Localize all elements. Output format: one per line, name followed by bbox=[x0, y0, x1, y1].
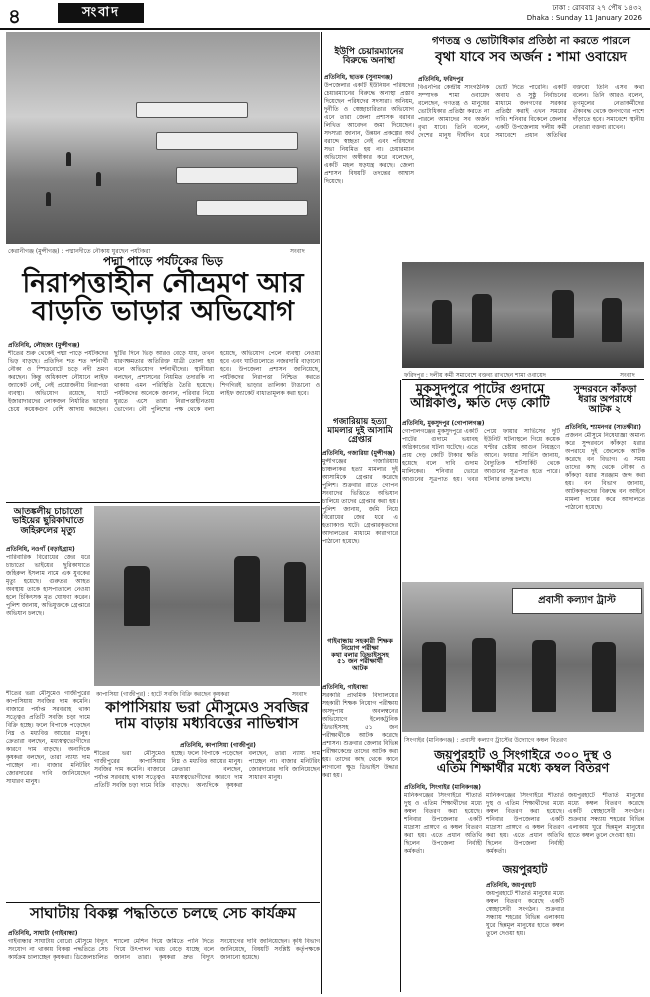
headline-line: নিয়োগ পরীক্ষা bbox=[341, 643, 379, 652]
headline-line: অগ্নিকাণ্ড, ক্ষতি দেড় কোটি bbox=[410, 395, 550, 411]
body-text: জয়পুরহাটে শীতার্ত মানুষের মধ্যে কম্বল বিতরণ করেছে একটি স্বেচ্ছাসেবী সংগঠন। শুক্রবার সন্ধ্যায় শহরের বিভিন্ন এলাকায় ঘুরে ছিন্নমূল মানুষের হাতে কম্বল তুলে দেওয়া হয়। bbox=[568, 792, 644, 839]
story-byline: প্রতিনিধি, মুকসুদপুর (গোপালগঞ্জ) bbox=[402, 420, 485, 427]
body-text: শীতের ভরা মৌসুমেও গাজীপুরের কাপাসিয়ায় সবজির দাম কমেনি। বাজারে পর্যাপ্ত সরবরাহ থাকা সত্ত্বেও প্রতিটি সবজি চড়া দামে বিক্রি হচ্ছে। ফলে বিপাকে পড়েছেন নিম্ন ও মধ্যবিত্ত আয়ের মানুষ। ক্রেতারা বলছেন, মধ্যস্বত্বভোগীদের কারণে দাম বাড়ছে। অন্যদিকে কৃষকরা বলছেন, তারা ন্যায্য দাম পাচ্ছেন না। বাজার মনিটরিং জোরদারের দাবি জানিয়েছেন সাধারণ মানুষ। bbox=[94, 750, 320, 789]
story-body: জয়পুরহাটে শীতার্ত মানুষের মধ্যে কম্বল বিতরণ করেছে একটি স্বেচ্ছাসেবী সংগঠন। শুক্রবার সন্ধ্যায় শহরের বিভিন্ন এলাকায় ঘুরে ছিন্নমূল মানুষের হাতে কম্বল তুলে দেওয়া হয়। bbox=[486, 890, 564, 937]
column-rule bbox=[321, 32, 322, 994]
story-byline: প্রতিনিধি, সিংগাইর (মানিকগঞ্জ) bbox=[404, 784, 481, 791]
official-figure bbox=[592, 642, 616, 712]
photo-caption: সিংগাইর (মানিকগঞ্জ) : প্রবাসী কল্যাণ ট্রাস্টের উদ্যোগে কম্বল বিতরণ bbox=[404, 737, 567, 744]
story-headline bbox=[400, 383, 560, 410]
headline-line: গজারিয়ায় হত্যা bbox=[333, 417, 387, 427]
headline-line: বৃথা যাবে সব অর্জন : শামা ওবায়েদ bbox=[435, 49, 627, 66]
photo-credit: সংবাদ bbox=[290, 248, 305, 255]
boat-1 bbox=[136, 102, 248, 118]
story-body: মুন্সীগঞ্জের গজারিয়ায় চাঞ্চল্যকর হত্যা মামলার দুই আসামিকে গ্রেপ্তার করেছে পুলিশ। শুক্রবার রাতে গোপন সংবাদের ভিত্তিতে অভিযান চালিয়ে তাদের গ্রেপ্তার করা হয়। পুলিশ জানায়, জমি নিয়ে বিরোধের জের ধরে এ হত্যাকাণ্ড ঘটে। গ্রেপ্তারকৃতদের আদালতের মাধ্যমে কারাগারে পাঠানো হয়েছে। bbox=[322, 458, 398, 545]
story-headline bbox=[6, 270, 320, 327]
story-headline bbox=[565, 385, 645, 415]
photo-caption: কেরানীগঞ্জ (মুন্সীগঞ্জ) : পদ্মানদীতে নৌকায় ঘুরছেন পর্যটকরা bbox=[8, 248, 151, 255]
padma-boats-photo bbox=[6, 32, 320, 244]
attendee-figure bbox=[602, 298, 622, 342]
vendor-figure bbox=[284, 562, 306, 622]
column-rule bbox=[400, 380, 401, 992]
main-blanket-photo bbox=[402, 582, 644, 732]
sub-heading: জয়পুরহাট bbox=[502, 863, 548, 876]
headline-line: কাপাসিয়ায় ভরা মৌসুমেও সবজির bbox=[105, 698, 309, 716]
story-body-continued bbox=[486, 792, 564, 858]
headline-line: জহিরুলের মৃত্যু bbox=[20, 525, 76, 536]
headline-line: নিরাপত্তাহীন নৌভ্রমণ আর bbox=[22, 268, 304, 299]
story-body: বিএনপির কেন্দ্রীয় সাংগঠনিক সম্পাদক শামা ওবায়েদ বলেছেন, গণতন্ত্র ও মানুষের ভোটাধিকার প্রতিষ্ঠা করতে না পারলে আমাদের সব অর্জন বৃথা যাবে। তিনি বলেন, দেশের মানুষ দীর্ঘদিন ধরে ভোট দিতে পারেনি। একটি অবাধ ও সুষ্ঠু নির্বাচনের মাধ্যমে জনগণের সরকার প্রতিষ্ঠা করাই এখন সময়ের দাবি। শনিবার বিকেলে জেলার একটি উপজেলায় দলীয় কর্মী সমাবেশে প্রধান অতিথির বক্তব্যে তিনি এসব কথা বলেন। তিনি আরও বলেন, তৃণমূলের নেতাকর্মীদের ঐক্যবদ্ধ থেকে জনগণের পাশে দাঁড়াতে হবে। সমাবেশে স্থানীয় নেতারা বক্তব্য রাখেন। bbox=[418, 84, 644, 139]
headline-line: মুকসুদপুরে পাটের গুদামে bbox=[415, 382, 545, 397]
vendor-figure bbox=[234, 556, 260, 622]
headline-line: আতঙ্কলীয় চাচাতো bbox=[13, 507, 83, 517]
story-headline bbox=[94, 700, 320, 732]
story-body: সরকারি প্রাথমিক বিদ্যালয়ের সহকারী শিক্ষক নিয়োগ পরীক্ষায় অসদুপায় অবলম্বনের অভিযোগে ইলেকট্রনিক ডিভাইসসহ ৫১ জন পরীক্ষার্থীকে আটক করেছে প্রশাসন। শুক্রবার জেলার বিভিন্ন পরীক্ষাকেন্দ্রে তাদের আটক করা হয়। তাদের কাছ থেকে কানে লাগানো ক্ষুদ্র ডিভাইস উদ্ধার করা হয়। bbox=[322, 692, 398, 779]
story-body: মানিকগঞ্জের সিংগাইরে শীতার্ত দুস্থ ও এতিম শিক্ষার্থীদের মধ্যে কম্বল বিতরণ করা হয়েছে। শনিবার উপজেলার একটি মাদ্রাসা প্রাঙ্গণে এ কম্বল বিতরণ করা হয়। এতে প্রধান অতিথি ছিলেন উপজেলা নির্বাহী কর্মকর্তা। bbox=[404, 792, 482, 855]
story-body-continued bbox=[568, 792, 644, 988]
story-byline: প্রতিনিধি, লৌহজং (মুন্সীগঞ্জ) bbox=[8, 342, 80, 349]
story-byline: প্রতিনিধি, ফরিদপুর bbox=[418, 76, 464, 83]
story-headline bbox=[322, 638, 398, 672]
headline-line: মামলার দুই আসামি bbox=[327, 425, 393, 436]
story-headline bbox=[6, 508, 90, 536]
rally-photo bbox=[402, 262, 644, 368]
page-number: ৪ bbox=[8, 4, 21, 28]
headline-line: গণতন্ত্র ও ভোটাধিকার প্রতিষ্ঠা না করতে পারলে bbox=[431, 35, 631, 47]
story-headline bbox=[324, 48, 414, 67]
headline-line: এতিম শিক্ষার্থীর মধ্যে কম্বল বিতরণ bbox=[436, 760, 610, 776]
boat-4 bbox=[196, 200, 308, 216]
vendor-figure bbox=[124, 566, 150, 626]
issue-date bbox=[527, 3, 642, 23]
tourist-figure bbox=[66, 152, 71, 166]
boat-3 bbox=[176, 167, 298, 184]
story-body: প্রজনন মৌসুমে নিষেধাজ্ঞা অমান্য করে সুন্দরবনে কাঁকড়া ধরার অপরাধে দুই জেলেকে আটক করেছে বন বিভাগ। এ সময় তাদের কাছ থেকে নৌকা ও কাঁকড়া ধরার সরঞ্জাম জব্দ করা হয়। বন বিভাগ জানায়, আটককৃতদের বিরুদ্ধে বন আইনে মামলা দায়ের করে আদালতে পাঠানো হয়েছে। bbox=[565, 432, 645, 511]
official-figure bbox=[532, 640, 556, 712]
story-byline: প্রতিনিধি, জয়পুরহাট bbox=[486, 882, 536, 889]
photo-credit: সংবাদ bbox=[292, 691, 307, 698]
headline-line: গ্রেপ্তার bbox=[348, 434, 372, 445]
headline-line: দাম বাড়ায় মধ্যবিত্তের নাভিশ্বাস bbox=[115, 713, 299, 732]
story-body-continued bbox=[94, 750, 320, 900]
newspaper-logo: সংবাদ bbox=[58, 3, 144, 23]
story-body: গাইবান্ধার সাঘাটায় বোরো মৌসুমে বিদ্যুৎ সংযোগ না থাকায় বিকল্প পদ্ধতিতে সেচ কার্যক্রম চালাচ্ছেন কৃষকরা। ডিজেলচালিত শ্যালো মেশিন দিয়ে জমিতে পানি দিতে গিয়ে উৎপাদন খরচ বেড়ে যাচ্ছে বলে জানান তারা। কৃষকরা দ্রুত বিদ্যুৎ সংযোগের দাবি জানিয়েছেন। কৃষি বিভাগ জানিয়েছে, বিষয়টি সংশ্লিষ্ট কর্তৃপক্ষকে জানানো হয়েছে। bbox=[8, 938, 320, 961]
headline-line: বাড়তি ভাড়ার অভিযোগ bbox=[32, 296, 294, 328]
story-body: পারিবারিক বিরোধের জের ধরে চাচাতো ভাইয়ের ছুরিকাঘাতে জহিরুল ইসলাম নামে এক যুবকের মৃত্যু হয়েছে। গুরুতর আহত অবস্থায় তাকে হাসপাতালে নেওয়া হলে চিকিৎসক মৃত ঘোষণা করেন। পুলিশ জানায়, অভিযুক্তকে গ্রেপ্তারে অভিযান চলছে। bbox=[6, 554, 90, 617]
boat-2 bbox=[156, 132, 298, 150]
headline-line: জয়পুরহাট ও সিংগাইরে ৩০০ দুস্থ ও bbox=[434, 747, 612, 762]
story-kicker: পদ্মা পাড়ে পর্যটকের ভিড় bbox=[103, 254, 223, 268]
headline-line: ধরার অপরাধে bbox=[578, 393, 632, 405]
story-byline: প্রতিনিধি, ছাতক (সুনামগঞ্জ) bbox=[324, 74, 393, 81]
story-byline: প্রতিনিধি, সাঘাটা (গাইবান্ধা) bbox=[8, 930, 78, 937]
official-figure bbox=[472, 638, 496, 712]
divider bbox=[6, 902, 320, 903]
headline-line: ইউপি চেয়ারম্যানের bbox=[334, 47, 404, 57]
headline-line: সুন্দরবনে কাঁকড়া bbox=[573, 384, 637, 395]
headline-line: আটক ২ bbox=[588, 403, 622, 415]
story-headline bbox=[418, 36, 644, 64]
photo-credit: সংবাদ bbox=[620, 372, 635, 379]
story-body: শীতের ভরা মৌসুমেও গাজীপুরের কাপাসিয়ায় সবজির দাম কমেনি। বাজারে পর্যাপ্ত সরবরাহ থাকা সত্ত্বেও প্রতিটি সবজি চড়া দামে বিক্রি হচ্ছে। ফলে বিপাকে পড়েছেন নিম্ন ও মধ্যবিত্ত আয়ের মানুষ। ক্রেতারা বলছেন, মধ্যস্বত্বভোগীদের কারণে দাম বাড়ছে। অন্যদিকে কৃষকরা বলছেন, তারা ন্যায্য দাম পাচ্ছেন না। বাজার মনিটরিং জোরদারের দাবি জানিয়েছেন সাধারণ মানুষ। bbox=[6, 690, 90, 785]
attendee-figure bbox=[472, 294, 492, 342]
headline-line: কথা বলার ডিভাইসসহ bbox=[331, 650, 389, 659]
headline-line: গাইবান্ধায় সহকারী শিক্ষক bbox=[327, 637, 393, 645]
story-headline bbox=[402, 748, 644, 774]
story-byline: প্রতিনিধি, গজারিয়া (মুন্সীগঞ্জ) bbox=[322, 450, 396, 457]
tourist-figure bbox=[46, 192, 51, 206]
story-body: উপজেলার একটি ইউনিয়ন পরিষদের চেয়ারম্যানের বিরুদ্ধে অনাস্থা প্রস্তাব দিয়েছেন পরিষদের সদস্যরা। অনিয়ম, দুর্নীতি ও স্বেচ্ছাচারিতার অভিযোগ এনে তারা জেলা প্রশাসক বরাবর লিখিত আবেদন জমা দিয়েছেন। সদস্যরা জানান, উন্নয়ন প্রকল্পের অর্থ বরাদ্দে স্বচ্ছতা নেই এবং পরিষদের সভা নিয়মিত হয় না। চেয়ারম্যান অভিযোগ অস্বীকার করে বলেছেন, একটি মহল ষড়যন্ত্র করছে। জেলা প্রশাসন বিষয়টি তদন্তের আশ্বাস দিয়েছে। bbox=[324, 82, 414, 185]
headline-line: ৫১ জন পরীক্ষার্থী bbox=[337, 657, 383, 666]
date-english: Dhaka : Sunday 11 January 2026 bbox=[526, 14, 642, 22]
headline-line: বিরুদ্ধে অনাস্থা bbox=[342, 56, 396, 67]
speaker-figure bbox=[552, 290, 574, 338]
story-byline: প্রতিনিধি, শ্যামনগর (সাতক্ষীরা) bbox=[565, 424, 642, 431]
banner bbox=[512, 588, 642, 614]
headline-line: আটক bbox=[352, 664, 368, 673]
body-text: মানিকগঞ্জের সিংগাইরে শীতার্ত দুস্থ ও এতিম শিক্ষার্থীদের মধ্যে কম্বল বিতরণ করা হয়েছে। শনিবার উপজেলার একটি মাদ্রাসা প্রাঙ্গণে এ কম্বল বিতরণ করা হয়। এতে প্রধান অতিথি ছিলেন উপজেলা নির্বাহী কর্মকর্তা। bbox=[486, 792, 564, 855]
banner-text: প্রবাসী কল্যাণ ট্রাস্ট bbox=[538, 595, 616, 606]
official-figure bbox=[422, 642, 446, 712]
divider bbox=[6, 502, 320, 503]
story-body: শীতের শুরু থেকেই পদ্মা পাড়ে পর্যটকদের ভিড় বাড়ছে। প্রতিদিন শত শত দর্শনার্থী নৌকা ও স্পিডবোটে চড়ে নদী ভ্রমণ করছেন। কিন্তু অধিকাংশ নৌযানে লাইফ জ্যাকেট নেই, নেই প্রয়োজনীয় নিরাপত্তা ব্যবস্থা। অভিযোগ রয়েছে, ঘাটে ইজারাদারদের লোকজন নির্ধারিত ভাড়ার চেয়ে কয়েকগুণ বেশি আদায় করছেন। ছুটির দিনে ভিড় আরও বেড়ে যায়, তখন ধারণক্ষমতার অতিরিক্ত যাত্রী তোলা হয় বলে অভিযোগ দর্শনার্থীদের। স্থানীয়রা বলছেন, প্রশাসনের নিয়মিত তদারকি না থাকায় এমন পরিস্থিতি তৈরি হয়েছে। পর্যটকদের অনেকে জানান, পরিবার নিয়ে ঘুরতে এসে তারা নিরাপত্তাহীনতায় ভোগেন। নৌ পুলিশের পক্ষ থেকে বলা হয়েছে, অভিযোগ পেলে ব্যবস্থা নেওয়া হবে এবং ঘাটগুলোতে নজরদারি বাড়ানো হবে। উপজেলা প্রশাসন জানিয়েছে, পর্যটকদের নিরাপত্তা নিশ্চিত করতে শিগগিরই ভাড়ার তালিকা টাঙানো ও লাইফ জ্যাকেট বাধ্যতামূলক করা হবে। bbox=[8, 350, 320, 413]
divider bbox=[402, 379, 644, 380]
story-headline: সাঘাটায় বিকল্প পদ্ধতিতে চলছে সেচ কার্যক্রম bbox=[29, 904, 297, 922]
photo-caption: কাপাসিয়া (গাজীপুর) : হাটে সবজি বিক্রি করছেন কৃষকরা bbox=[96, 691, 230, 698]
date-bangla: ঢাকা : রোববার ২৭ পৌষ ১৪৩২ bbox=[552, 4, 642, 12]
tourist-figure bbox=[96, 172, 101, 186]
story-byline: প্রতিনিধি, গাইবান্ধা bbox=[322, 684, 368, 691]
vegetable-market-photo bbox=[94, 506, 320, 686]
story-byline: প্রতিনিধি, কাপাসিয়া (গাজীপুর) bbox=[180, 742, 256, 749]
story-byline: প্রতিনিধি, নওগাঁ (বড়াইগ্রাম) bbox=[6, 546, 75, 553]
masthead bbox=[0, 0, 650, 30]
headline-line: ভাইয়ের ছুরিকাঘাতে bbox=[12, 516, 84, 527]
photo-caption: ফরিদপুর : দলীয় কর্মী সমাবেশে বক্তব্য রাখছেন শামা ওবায়েদ bbox=[404, 372, 546, 379]
story-body: গোপালগঞ্জের মুকসুদপুরে একটি পাটের গুদামে ভয়াবহ অগ্নিকাণ্ডের ঘটনা ঘটেছে। এতে প্রায় দেড় কোটি টাকার ক্ষতি হয়েছে বলে দাবি গুদাম মালিকের। শনিবার ভোরে আগুনের সূত্রপাত হয়। খবর পেয়ে ফায়ার সার্ভিসের দুটি ইউনিট ঘটনাস্থলে গিয়ে কয়েক ঘণ্টার চেষ্টায় আগুন নিয়ন্ত্রণে আনে। ফায়ার সার্ভিস জানায়, বৈদ্যুতিক শর্টসার্কিট থেকে আগুনের সূত্রপাত হতে পারে। ঘটনার তদন্ত চলছে। bbox=[402, 428, 560, 483]
story-headline bbox=[322, 418, 398, 445]
attendee-figure bbox=[432, 300, 452, 344]
